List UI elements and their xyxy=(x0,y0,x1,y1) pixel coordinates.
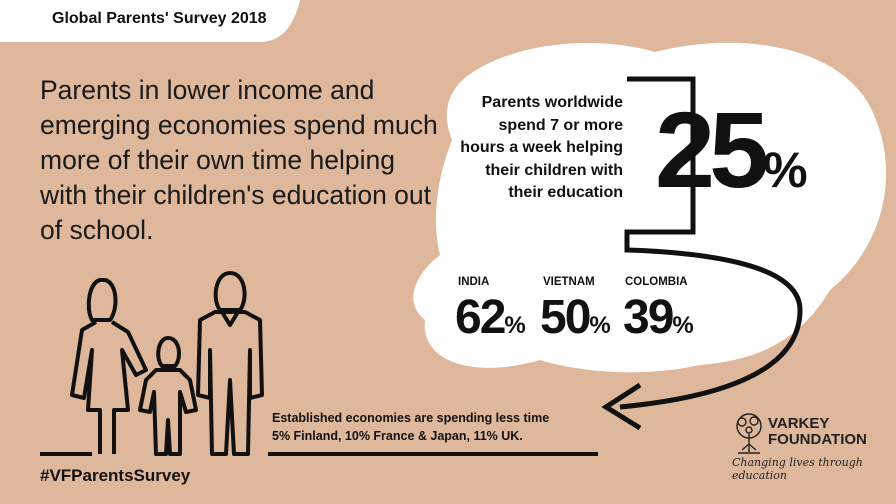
highlight-value: 25 xyxy=(655,89,764,210)
country-label-colombia: COLOMBIA xyxy=(625,276,688,288)
highlight-stat xyxy=(655,89,808,210)
country-unit: % xyxy=(589,312,611,339)
country-stat-colombia xyxy=(623,291,694,344)
logo-name-line-1: VARKEY xyxy=(768,415,830,432)
country-label-vietnam: VIETNAM xyxy=(543,276,595,288)
tree-icon xyxy=(732,412,766,456)
established-line-2: 5% Finland, 10% France & Japan, 11% UK. xyxy=(272,429,523,443)
ground-line xyxy=(40,452,598,454)
country-unit: % xyxy=(672,312,694,339)
established-note xyxy=(272,409,549,445)
survey-tag xyxy=(0,0,300,42)
logo-name xyxy=(768,416,867,448)
established-line-1: Established economies are spending less time xyxy=(272,411,550,425)
country-value: 62 xyxy=(455,291,505,344)
hashtag: #VFParentsSurvey xyxy=(40,466,191,485)
country-stat-vietnam xyxy=(540,291,611,344)
logo-name-line-2: FOUNDATION xyxy=(768,431,867,448)
country-stat-india xyxy=(455,291,526,344)
logo-tagline: Changing lives through education xyxy=(732,456,863,482)
highlight-unit: % xyxy=(763,142,808,198)
country-label-india: INDIA xyxy=(458,276,490,288)
varkey-logo xyxy=(730,408,880,482)
headline: Parents in lower income and emerging economies spend much more of their own time helping with their children's education out of school. xyxy=(40,75,438,245)
survey-title: Global Parents' Survey 2018 xyxy=(52,10,267,27)
country-unit: % xyxy=(504,312,526,339)
country-value: 39 xyxy=(623,291,673,344)
family-illustration xyxy=(72,273,262,454)
highlight-text: Parents worldwide spend 7 or more hours a week helping their children with their education xyxy=(460,94,623,202)
country-value: 50 xyxy=(540,291,590,344)
